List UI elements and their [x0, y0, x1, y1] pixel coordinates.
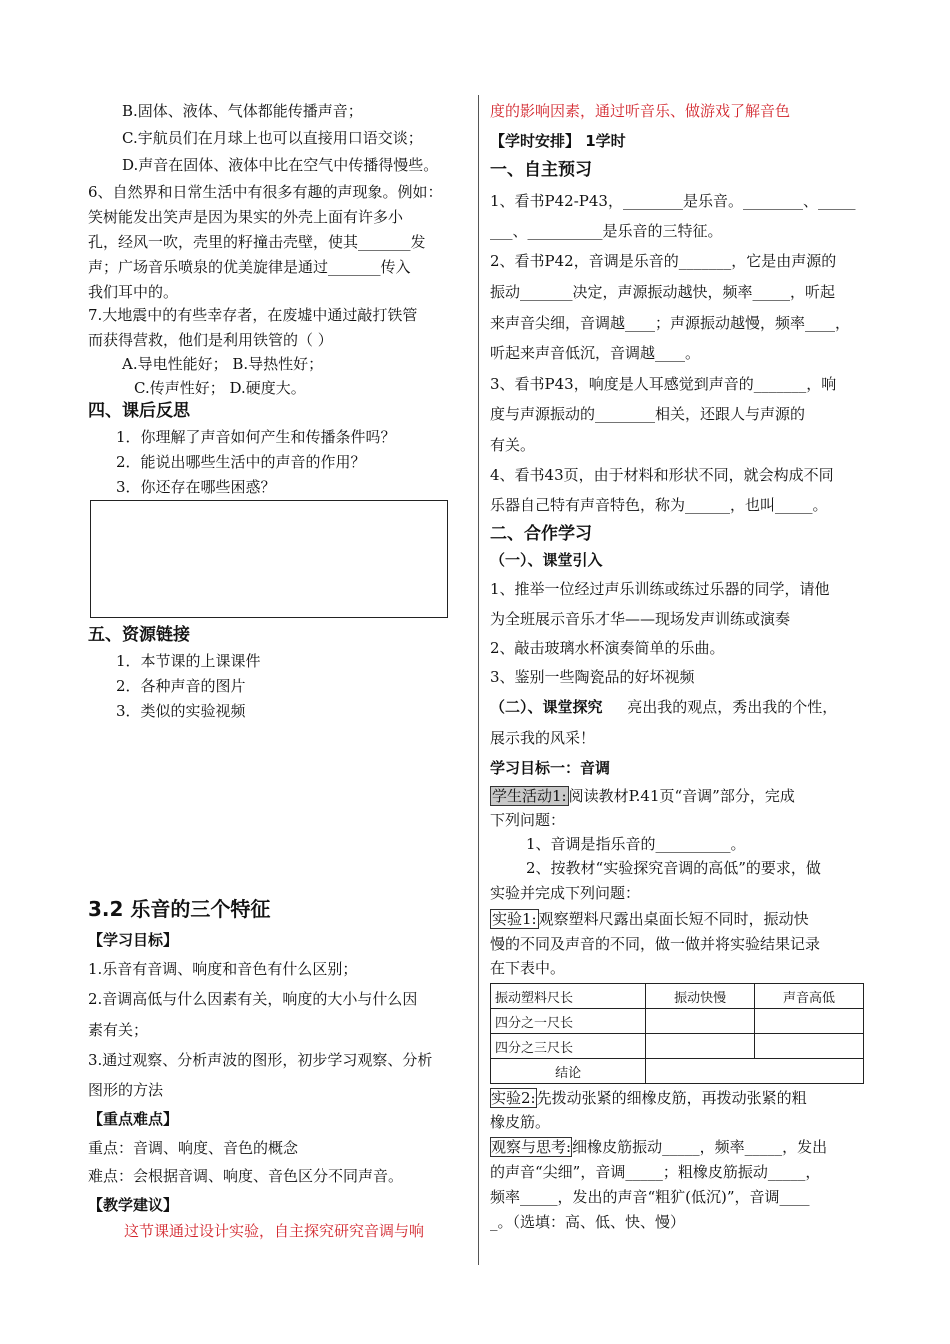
reflection-heading: 四、课后反思	[88, 401, 190, 421]
q6-line-2: 笑树能发出笑声是因为果实的外壳上面有许多小	[88, 208, 404, 226]
difficulty-point: 难点：会根据音调、响度、音色区分不同声音。	[88, 1167, 404, 1185]
question-2-cont: 实验并完成下列问题：	[490, 884, 641, 902]
explore-slogan-cont: 展示我的风采！	[490, 729, 596, 747]
observation-text: 细橡皮筋振动_____，频率_____，发出	[572, 1138, 828, 1156]
teaching-advice-continued: 度的影响因素，通过听音乐、做游戏了解音色	[490, 102, 791, 120]
experiment-1-table	[490, 983, 864, 1084]
column-divider	[478, 95, 479, 1265]
activity-1-text-cont: 下列问题：	[490, 811, 566, 829]
q6-line-5: 我们耳中的。	[88, 283, 179, 301]
goal-item: 素有关；	[88, 1021, 149, 1039]
teaching-advice-text: 这节课通过设计实验，自主探究研究音调与响	[124, 1222, 425, 1240]
intro-item-2: 2、敲击玻璃水杯演奏简单的乐曲。	[490, 639, 725, 657]
intro-item-1: 1、推举一位经过声乐训练或练过乐器的同学，请他	[490, 580, 830, 598]
preview-heading: 一、自主预习	[490, 160, 592, 180]
q6-line-4: 声；广场音乐喷泉的优美旋律是通过_______传入	[88, 258, 411, 276]
observation-text-cont: 的声音“尖细”，音调_____；粗橡皮筋振动_____，	[490, 1163, 821, 1181]
preview-item-3-cont: 有关。	[490, 436, 536, 454]
goal-item: 3.通过观察、分析声波的图形，初步学习观察、分析	[88, 1051, 433, 1069]
schedule-heading: 【学时安排】 1学时	[490, 132, 626, 150]
observation-text-cont: _。（选填：高、低、快、慢）	[490, 1213, 686, 1231]
q5-option-c: C.宇航员们在月球上也可以直接用口语交谈；	[122, 129, 423, 147]
preview-item-1: 1、看书P42-P43，________是乐音。________、_____	[490, 192, 856, 210]
experiment-1-text-cont: 在下表中。	[490, 959, 566, 977]
goal-item: 2.音调高低与什么因素有关，响度的大小与什么因	[88, 990, 418, 1008]
activity-1-text: 阅读教材P.41页“音调”部分，完成	[568, 787, 795, 805]
lesson-title: 3.2 乐音的三个特征	[88, 897, 271, 921]
explore-slogan: 亮出我的观点，秀出我的个性，	[627, 698, 838, 716]
key-point: 重点：音调、响度、音色的概念	[88, 1139, 299, 1157]
experiment-1-text-cont: 慢的不同及声音的不同，做一做并将实验结果记录	[490, 935, 821, 953]
table-conclusion-label: 结论	[491, 1059, 646, 1084]
q6-line-1: 6、自然界和日常生活中有很多有趣的声现象。例如：	[88, 183, 443, 201]
preview-item-1-cont: ___、__________是乐音的三特征。	[490, 222, 723, 240]
reflection-item: 1．你理解了声音如何产生和传播条件吗？	[116, 428, 396, 446]
table-cell: 四分之三尺长	[491, 1034, 646, 1059]
preview-item-4: 4、看书43页，由于材料和形状不同，就会构成不同	[490, 466, 834, 484]
table-cell: 四分之一尺长	[491, 1009, 646, 1034]
preview-item-2-cont: 听起来声音低沉，音调越____。	[490, 344, 701, 362]
preview-item-3: 3、看书P43，响度是人耳感觉到声音的_______，响	[490, 375, 837, 393]
table-conclusion-input[interactable]	[646, 1059, 864, 1084]
table-header-cell: 声音高低	[755, 984, 864, 1009]
objective-1-heading: 学习目标一：音调	[490, 759, 611, 777]
experiment-2-text-cont: 橡皮筋。	[490, 1113, 551, 1131]
preview-item-3-cont: 度与声源振动的________相关，还跟人与声源的	[490, 405, 806, 423]
explore-heading-line	[490, 696, 837, 718]
teaching-advice-heading: 【教学建议】	[88, 1196, 179, 1214]
q5-option-d: D.声音在固体、液体中比在空气中传播得慢些。	[122, 156, 439, 174]
q7-options-cd: C.传声性好； D.硬度大。	[134, 379, 306, 397]
table-row	[491, 1034, 864, 1059]
q6-line-3: 孔，经风一吹，壳里的籽撞击壳壁，使其_______发	[88, 233, 426, 251]
q7-line-2: 而获得营救，他们是利用铁管的（ ）	[88, 331, 333, 349]
observation-tag: 观察与思考:	[491, 1138, 572, 1156]
resource-item: 2．各种声音的图片	[116, 677, 246, 695]
q5-option-b: B.固体、液体、气体都能传播声音；	[122, 102, 363, 120]
experiment-2-line	[490, 1087, 807, 1109]
table-input-cell[interactable]	[646, 1009, 755, 1034]
observation-line	[490, 1136, 827, 1158]
q7-line-1: 7.大地震中的有些幸存者，在废墟中通过敲打铁管	[88, 306, 418, 324]
experiment-2-text: 先拨动张紧的细橡皮筋，再拨动张紧的粗	[536, 1089, 807, 1107]
goals-heading: 【学习目标】	[88, 931, 179, 949]
cooperative-heading: 二、合作学习	[490, 524, 592, 544]
experiment-1-text: 观察塑料尺露出桌面长短不同时，振动快	[538, 910, 809, 928]
explore-heading: （二）、课堂探究	[490, 698, 603, 716]
reflection-item: 2．能说出哪些生活中的声音的作用？	[116, 453, 366, 471]
observation-text-cont: 频率_____，发出的声音“粗犷(低沉)”，音调____	[490, 1188, 810, 1206]
goal-item: 1.乐音有音调、响度和音色有什么区别；	[88, 960, 358, 978]
goal-item: 图形的方法	[88, 1081, 164, 1099]
experiment-1-line	[490, 908, 809, 930]
resources-heading: 五、资源链接	[88, 625, 190, 645]
experiment-2-tag: 实验2:	[491, 1089, 536, 1107]
table-header-cell: 振动塑料尺长	[491, 984, 646, 1009]
table-input-cell[interactable]	[755, 1009, 864, 1034]
resource-item: 1．本节课的上课课件	[116, 652, 261, 670]
intro-item-3: 3、鉴别一些陶瓷品的好坏视频	[490, 668, 695, 686]
resource-item: 3．类似的实验视频	[116, 702, 246, 720]
preview-item-2: 2、看书P42，音调是乐音的_______，它是由声源的	[490, 252, 837, 270]
preview-item-4-cont: 乐器自己特有声音特色，称为______，也叫_____。	[490, 496, 828, 514]
table-input-cell[interactable]	[646, 1034, 755, 1059]
table-row	[491, 1009, 864, 1034]
key-points-heading: 【重点难点】	[88, 1110, 179, 1128]
table-conclusion-row	[491, 1059, 864, 1084]
q7-options-ab: A.导电性能好； B.导热性好；	[122, 355, 324, 373]
activity-1-line	[490, 785, 795, 807]
table-header-row	[491, 984, 864, 1009]
intro-item-1-cont: 为全班展示音乐才华——现场发声训练或演奏	[490, 610, 791, 628]
intro-heading: （一）、课堂引入	[490, 551, 603, 569]
activity-1-tag: 学生活动1:	[492, 787, 567, 805]
table-header-cell: 振动快慢	[646, 984, 755, 1009]
preview-item-2-cont: 振动_______决定，声源振动越快，频率_____，听起	[490, 283, 836, 301]
reflection-item: 3．你还存在哪些困惑？	[116, 478, 276, 496]
question-2: 2、按教材“实验探究音调的高低”的要求，做	[526, 859, 821, 877]
preview-item-2-cont: 来声音尖细，音调越____；声源振动越慢，频率____，	[490, 314, 851, 332]
question-1: 1、音调是指乐音的__________。	[526, 835, 746, 853]
experiment-1-tag: 实验1:	[492, 910, 537, 928]
reflection-answer-box[interactable]	[90, 500, 448, 618]
table-input-cell[interactable]	[755, 1034, 864, 1059]
